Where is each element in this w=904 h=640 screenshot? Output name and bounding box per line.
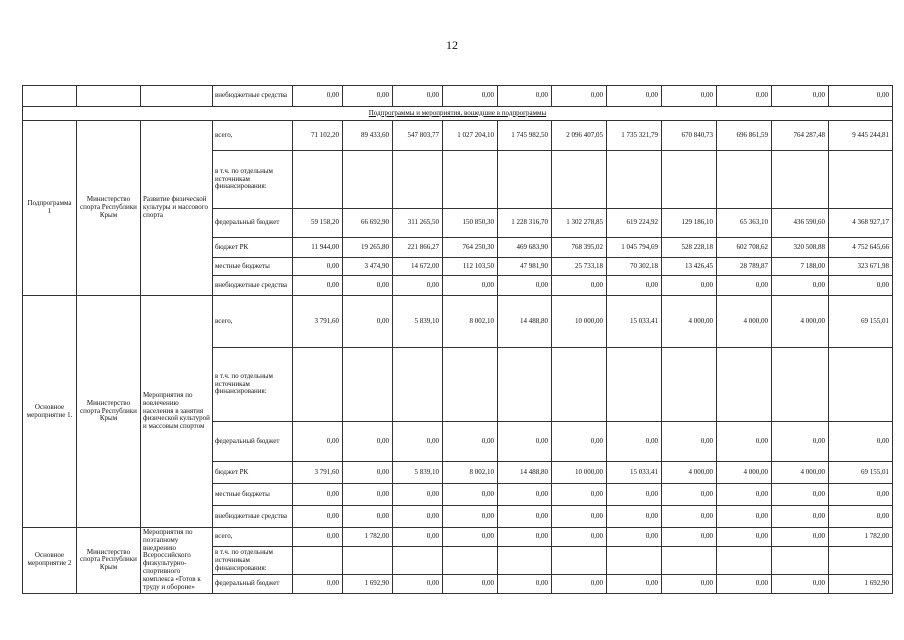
- source-label: внебюджетные средства: [213, 276, 293, 296]
- value-cell: [443, 348, 498, 422]
- source-label: местные бюджеты: [213, 484, 293, 506]
- value-cell: [293, 348, 343, 422]
- value-cell: 0,00: [293, 258, 343, 276]
- value-cell: 150 850,30: [443, 209, 498, 238]
- value-cell: 528 228,18: [662, 238, 717, 258]
- value-cell: 5 839,10: [393, 296, 443, 348]
- value-cell: 0,00: [607, 422, 662, 462]
- value-cell: 1 027 204,10: [443, 121, 498, 151]
- value-cell: 1 735 321,79: [607, 121, 662, 151]
- value-cell: 4 000,00: [772, 462, 829, 484]
- value-cell: [343, 348, 393, 422]
- source-label: местные бюджеты: [213, 258, 293, 276]
- value-cell: 670 840,73: [662, 121, 717, 151]
- value-cell: 4 000,00: [717, 296, 772, 348]
- value-cell: 0,00: [717, 422, 772, 462]
- value-cell: 0,00: [293, 484, 343, 506]
- source-label: бюджет РК: [213, 462, 293, 484]
- section-heading: Подпрограммы и мероприятия, вошедшие в подпрограммы: [23, 107, 893, 121]
- value-cell: 3 474,90: [343, 258, 393, 276]
- program-name-cell: Мероприятия по вовлечению населения в занятия физической культурой и массовым спортом: [141, 296, 213, 528]
- value-cell: 469 683,90: [498, 238, 552, 258]
- value-cell: 0,00: [343, 462, 393, 484]
- value-cell: 1 302 278,85: [552, 209, 607, 238]
- value-cell: [607, 151, 662, 209]
- value-cell: 764 287,48: [772, 121, 829, 151]
- value-cell: [829, 151, 893, 209]
- value-cell: [607, 348, 662, 422]
- value-cell: 0,00: [293, 575, 343, 593]
- source-label: всего,: [213, 121, 293, 151]
- value-cell: [443, 547, 498, 575]
- value-cell: [498, 348, 552, 422]
- responsible-cell: [77, 86, 141, 107]
- value-cell: 3 791,60: [293, 462, 343, 484]
- value-cell: [772, 348, 829, 422]
- value-cell: 0,00: [662, 276, 717, 296]
- value-cell: 59 158,20: [293, 209, 343, 238]
- value-cell: [772, 547, 829, 575]
- page-number: 12: [446, 38, 458, 52]
- value-cell: 0,00: [393, 276, 443, 296]
- status-cell: Подпрограмма 1: [23, 121, 77, 296]
- responsible-cell: Министерство спорта Республики Крым: [77, 296, 141, 528]
- status-cell: [23, 86, 77, 107]
- value-cell: 0,00: [443, 528, 498, 547]
- value-cell: [498, 151, 552, 209]
- value-cell: 619 224,92: [607, 209, 662, 238]
- value-cell: [662, 547, 717, 575]
- value-cell: 14 672,00: [393, 258, 443, 276]
- financing-table: [22, 85, 893, 594]
- value-cell: 0,00: [717, 575, 772, 593]
- value-cell: 1 228 316,70: [498, 209, 552, 238]
- value-cell: [443, 151, 498, 209]
- value-cell: 0,00: [443, 484, 498, 506]
- value-cell: 0,00: [443, 276, 498, 296]
- value-cell: 1 745 982,50: [498, 121, 552, 151]
- value-cell: 0,00: [772, 86, 829, 107]
- value-cell: [717, 547, 772, 575]
- source-label: бюджет РК: [213, 238, 293, 258]
- value-cell: 11 944,00: [293, 238, 343, 258]
- value-cell: 8 002,10: [443, 296, 498, 348]
- value-cell: 0,00: [343, 296, 393, 348]
- value-cell: 0,00: [662, 506, 717, 528]
- value-cell: 0,00: [343, 86, 393, 107]
- value-cell: [662, 151, 717, 209]
- table-row: [23, 296, 893, 348]
- value-cell: [829, 348, 893, 422]
- value-cell: [662, 348, 717, 422]
- value-cell: 0,00: [772, 484, 829, 506]
- value-cell: 15 033,41: [607, 296, 662, 348]
- value-cell: [343, 547, 393, 575]
- value-cell: 0,00: [772, 575, 829, 593]
- responsible-cell: Министерство спорта Республики Крым: [77, 528, 141, 594]
- value-cell: 0,00: [552, 506, 607, 528]
- responsible-cell: Министерство спорта Республики Крым: [77, 121, 141, 296]
- value-cell: 1 782,00: [343, 528, 393, 547]
- value-cell: 0,00: [293, 276, 343, 296]
- value-cell: 0,00: [552, 484, 607, 506]
- value-cell: 1 045 794,69: [607, 238, 662, 258]
- source-label: всего,: [213, 296, 293, 348]
- value-cell: [393, 547, 443, 575]
- value-cell: 0,00: [293, 86, 343, 107]
- value-cell: 0,00: [717, 506, 772, 528]
- value-cell: 89 433,60: [343, 121, 393, 151]
- value-cell: 0,00: [293, 528, 343, 547]
- value-cell: [717, 151, 772, 209]
- value-cell: 15 033,41: [607, 462, 662, 484]
- value-cell: 71 102,20: [293, 121, 343, 151]
- value-cell: 10 000,00: [552, 462, 607, 484]
- value-cell: 0,00: [772, 276, 829, 296]
- value-cell: 0,00: [662, 484, 717, 506]
- value-cell: 0,00: [498, 276, 552, 296]
- value-cell: 1 782,00: [829, 528, 893, 547]
- value-cell: 14 488,80: [498, 296, 552, 348]
- value-cell: 0,00: [393, 528, 443, 547]
- value-cell: 0,00: [662, 422, 717, 462]
- value-cell: [393, 151, 443, 209]
- value-cell: 4 000,00: [717, 462, 772, 484]
- value-cell: 0,00: [443, 86, 498, 107]
- value-cell: 0,00: [607, 276, 662, 296]
- value-cell: 4 368 927,17: [829, 209, 893, 238]
- value-cell: 0,00: [343, 276, 393, 296]
- value-cell: [393, 348, 443, 422]
- value-cell: 0,00: [717, 86, 772, 107]
- value-cell: 436 590,60: [772, 209, 829, 238]
- source-label: федеральный бюджет: [213, 422, 293, 462]
- value-cell: [552, 348, 607, 422]
- source-label: внебюджетные средства: [213, 506, 293, 528]
- value-cell: 66 692,90: [343, 209, 393, 238]
- program-name-cell: Мероприятия по поэтапному внедрению Всероссийского физкультурно-спортивного комплекса «Готов к труду и обороне»: [141, 528, 213, 594]
- value-cell: [293, 547, 343, 575]
- table-row: [23, 86, 893, 107]
- value-cell: 0,00: [293, 506, 343, 528]
- value-cell: 0,00: [393, 575, 443, 593]
- value-cell: 0,00: [772, 506, 829, 528]
- value-cell: 5 839,10: [393, 462, 443, 484]
- value-cell: 8 002,10: [443, 462, 498, 484]
- value-cell: 0,00: [829, 86, 893, 107]
- value-cell: 2 096 407,05: [552, 121, 607, 151]
- value-cell: 70 302,18: [607, 258, 662, 276]
- value-cell: 0,00: [717, 276, 772, 296]
- value-cell: 0,00: [552, 528, 607, 547]
- value-cell: 0,00: [662, 575, 717, 593]
- source-label: всего,: [213, 528, 293, 547]
- value-cell: 0,00: [829, 422, 893, 462]
- value-cell: 9 445 244,81: [829, 121, 893, 151]
- value-cell: 4 752 645,66: [829, 238, 893, 258]
- value-cell: 0,00: [717, 528, 772, 547]
- value-cell: 0,00: [552, 422, 607, 462]
- value-cell: [343, 151, 393, 209]
- value-cell: 0,00: [443, 506, 498, 528]
- program-name-cell: [141, 86, 213, 107]
- value-cell: 0,00: [498, 484, 552, 506]
- value-cell: [552, 151, 607, 209]
- value-cell: 696 861,59: [717, 121, 772, 151]
- value-cell: 0,00: [829, 276, 893, 296]
- value-cell: 4 000,00: [662, 462, 717, 484]
- value-cell: [772, 151, 829, 209]
- source-label: в т.ч. по отдельным источникам финансирования:: [213, 547, 293, 575]
- source-label: в т.ч. по отдельным источникам финансирования:: [213, 348, 293, 422]
- value-cell: 0,00: [393, 86, 443, 107]
- value-cell: 0,00: [498, 528, 552, 547]
- value-cell: 4 000,00: [772, 296, 829, 348]
- value-cell: 0,00: [607, 575, 662, 593]
- value-cell: 0,00: [829, 506, 893, 528]
- value-cell: 0,00: [443, 575, 498, 593]
- value-cell: [498, 547, 552, 575]
- value-cell: 13 426,45: [662, 258, 717, 276]
- value-cell: 323 671,98: [829, 258, 893, 276]
- value-cell: 19 265,80: [343, 238, 393, 258]
- value-cell: 25 733,18: [552, 258, 607, 276]
- value-cell: 47 981,90: [498, 258, 552, 276]
- source-label: федеральный бюджет: [213, 209, 293, 238]
- value-cell: [293, 151, 343, 209]
- value-cell: 0,00: [552, 276, 607, 296]
- value-cell: 547 803,77: [393, 121, 443, 151]
- value-cell: 0,00: [343, 422, 393, 462]
- value-cell: 0,00: [552, 86, 607, 107]
- value-cell: 0,00: [343, 506, 393, 528]
- value-cell: 0,00: [607, 506, 662, 528]
- section-row: [23, 107, 893, 121]
- value-cell: 0,00: [293, 422, 343, 462]
- value-cell: 764 250,30: [443, 238, 498, 258]
- source-label: федеральный бюджет: [213, 575, 293, 593]
- value-cell: 0,00: [772, 528, 829, 547]
- value-cell: 0,00: [717, 484, 772, 506]
- value-cell: 0,00: [498, 422, 552, 462]
- value-cell: 65 363,10: [717, 209, 772, 238]
- value-cell: 3 791,60: [293, 296, 343, 348]
- value-cell: 221 866,27: [393, 238, 443, 258]
- value-cell: 69 155,01: [829, 462, 893, 484]
- value-cell: 10 000,00: [552, 296, 607, 348]
- value-cell: 14 488,80: [498, 462, 552, 484]
- value-cell: 320 508,88: [772, 238, 829, 258]
- status-cell: Основное мероприятие 2: [23, 528, 77, 594]
- value-cell: 0,00: [607, 528, 662, 547]
- value-cell: 69 155,01: [829, 296, 893, 348]
- table-row: [23, 121, 893, 151]
- value-cell: [552, 547, 607, 575]
- value-cell: 112 103,50: [443, 258, 498, 276]
- value-cell: [829, 547, 893, 575]
- value-cell: 0,00: [393, 484, 443, 506]
- value-cell: [717, 348, 772, 422]
- value-cell: 0,00: [829, 484, 893, 506]
- value-cell: 0,00: [607, 484, 662, 506]
- value-cell: [607, 547, 662, 575]
- value-cell: 0,00: [772, 422, 829, 462]
- value-cell: 129 186,10: [662, 209, 717, 238]
- value-cell: 7 188,00: [772, 258, 829, 276]
- value-cell: 0,00: [443, 422, 498, 462]
- source-label: внебюджетные средства: [213, 86, 293, 107]
- source-label: в т.ч. по отдельным источникам финансирования:: [213, 151, 293, 209]
- value-cell: 0,00: [498, 575, 552, 593]
- value-cell: 0,00: [662, 86, 717, 107]
- status-cell: Основное мероприятие 1.: [23, 296, 77, 528]
- value-cell: 0,00: [662, 528, 717, 547]
- value-cell: 0,00: [393, 506, 443, 528]
- value-cell: 1 692,90: [343, 575, 393, 593]
- value-cell: 0,00: [393, 422, 443, 462]
- program-name-cell: Развитие физической культуры и массового спорта: [141, 121, 213, 296]
- value-cell: 1 692,90: [829, 575, 893, 593]
- value-cell: 602 708,62: [717, 238, 772, 258]
- value-cell: 311 265,50: [393, 209, 443, 238]
- value-cell: 0,00: [498, 506, 552, 528]
- value-cell: 0,00: [607, 86, 662, 107]
- value-cell: 28 789,87: [717, 258, 772, 276]
- value-cell: 0,00: [343, 484, 393, 506]
- value-cell: 0,00: [552, 575, 607, 593]
- value-cell: 768 395,02: [552, 238, 607, 258]
- value-cell: 0,00: [498, 86, 552, 107]
- table-row: [23, 528, 893, 547]
- table-body: [23, 86, 893, 594]
- value-cell: 4 000,00: [662, 296, 717, 348]
